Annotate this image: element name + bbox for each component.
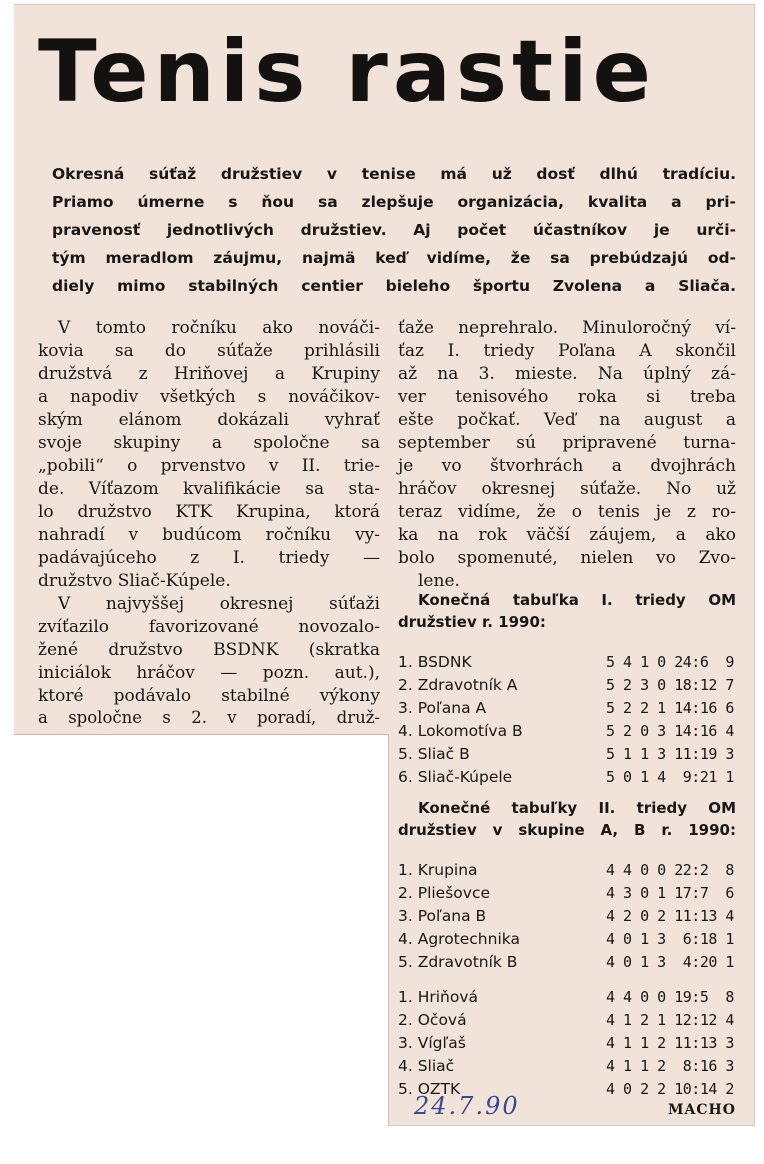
body-line: ver tenisového roka si treba xyxy=(398,387,736,407)
body-line: až na 3. mieste. Na úplný zá- xyxy=(398,364,736,384)
body-line: „pobili“ o prvenstvo v II. trie- xyxy=(38,456,380,476)
team-stats: 4 4 0 0 22:2 8 xyxy=(606,861,734,879)
body-line: družstvo Sliač-Kúpele. xyxy=(38,571,231,591)
table-row xyxy=(398,719,738,743)
team-name: 1. BSDNK xyxy=(398,653,472,671)
table-row xyxy=(398,985,738,1009)
table-row xyxy=(398,1008,738,1032)
table-row xyxy=(398,950,738,974)
table-row xyxy=(398,881,738,905)
team-name: 3. Poľana A xyxy=(398,699,487,717)
lead-line: Okresná súťaž družstiev v tenise má už dosť dlhú tradíciu. xyxy=(52,165,736,183)
team-name: 4. Agrotechnika xyxy=(398,930,520,948)
team-stats: 4 0 2 2 10:14 2 xyxy=(606,1080,734,1098)
clipping-cut-edge xyxy=(14,734,388,735)
table-row xyxy=(398,858,738,882)
table-row xyxy=(398,927,738,951)
body-line: a napodiv všetkých s nováčikov- xyxy=(38,387,380,407)
team-name: 5. OZTK xyxy=(398,1080,461,1098)
body-line: teraz vidíme, že o tenis je z ro- xyxy=(398,502,736,522)
lead-line: tým meradlom záujmu, najmä keď vidíme, že sa prebúdzajú od- xyxy=(52,249,736,267)
team-stats: 5 0 1 4 9:21 1 xyxy=(606,768,734,786)
team-stats: 4 3 0 1 17:7 6 xyxy=(606,884,734,902)
table-row xyxy=(398,765,738,789)
body-line: nahradí v budúcom ročníku vy- xyxy=(38,525,380,545)
table-heading: družstiev v skupine A, B r. 1990: xyxy=(398,821,736,839)
table-row xyxy=(398,1054,738,1078)
team-name: 4. Lokomotíva B xyxy=(398,722,523,740)
body-line: hráčov okresnej súťaže. No už xyxy=(398,479,736,499)
team-stats: 4 4 0 0 19:5 8 xyxy=(606,988,734,1006)
body-line: padávajúceho z I. triedy — xyxy=(38,548,380,568)
body-line: V najvyššej okresnej súťaži xyxy=(58,594,380,614)
team-name: 2. Očová xyxy=(398,1011,467,1029)
table-row xyxy=(398,650,738,674)
team-stats: 4 0 1 3 6:18 1 xyxy=(606,930,734,948)
team-name: 3. Vígľaš xyxy=(398,1034,466,1052)
body-line: svoje skupiny a spoločne sa xyxy=(38,433,380,453)
lead-line: Priamo úmerne s ňou sa zlepšuje organizácia, kvalita a pri- xyxy=(52,193,736,211)
table-row xyxy=(398,696,738,720)
team-stats: 4 1 1 2 11:13 3 xyxy=(606,1034,734,1052)
body-line: september sú pripravené turna- xyxy=(398,433,736,453)
body-line: je vo štvorhrách a dvojhrách xyxy=(398,456,736,476)
body-line: bolo spomenuté, nielen vo Zvo- xyxy=(398,548,736,568)
table-row xyxy=(398,1031,738,1055)
team-name: 1. Krupina xyxy=(398,861,478,879)
handwritten-date: 24.7.90 xyxy=(414,1092,520,1120)
body-line: de. Víťazom kvalifikácie sa sta- xyxy=(38,479,380,499)
body-line: lene. xyxy=(418,571,460,591)
team-name: 5. Zdravotník B xyxy=(398,953,518,971)
body-line: V tomto ročníku ako nováči- xyxy=(58,318,380,338)
body-line: ským elánom dokázali vyhrať xyxy=(38,410,380,430)
table-row xyxy=(398,673,738,697)
body-line: ťaže neprehralo. Minuloročný ví- xyxy=(398,318,736,338)
table-heading: Konečná tabuľka I. triedy OM xyxy=(418,591,736,609)
team-stats: 5 4 1 0 24:6 9 xyxy=(606,653,734,671)
table-row xyxy=(398,742,738,766)
team-name: 3. Poľana B xyxy=(398,907,487,925)
body-line: iniciálok hráčov — pozn. aut.), xyxy=(38,663,380,683)
clipping-cut-edge xyxy=(388,734,389,1126)
lead-line: diely mimo stabilných centier bieleho športu Zvolena a Sliača. xyxy=(52,277,736,295)
body-line: družstvá z Hriňovej a Krupiny xyxy=(38,364,380,384)
author-signature: MACHO xyxy=(668,1102,736,1118)
table-heading: Konečné tabuľky II. triedy OM xyxy=(418,799,736,817)
team-stats: 5 2 2 1 14:16 6 xyxy=(606,699,734,717)
table-row xyxy=(398,904,738,928)
team-stats: 4 1 1 2 8:16 3 xyxy=(606,1057,734,1075)
team-stats: 5 2 3 0 18:12 7 xyxy=(606,676,734,694)
team-name: 2. Pliešovce xyxy=(398,884,491,902)
body-line: ťaz I. triedy Poľana A skončil xyxy=(398,341,736,361)
body-line: zvíťazilo favorizované novozalo- xyxy=(38,617,380,637)
table-heading: družstiev r. 1990: xyxy=(398,613,546,631)
team-name: 6. Sliač-Kúpele xyxy=(398,768,513,786)
team-stats: 5 2 0 3 14:16 4 xyxy=(606,722,734,740)
article-title: Tenis rastie xyxy=(38,22,656,122)
team-stats: 5 1 1 3 11:19 3 xyxy=(606,745,734,763)
team-name: 5. Sliač B xyxy=(398,745,470,763)
body-line: ešte počkať. Veď na august a xyxy=(398,410,736,430)
body-line: a spoločne s 2. v poradí, druž- xyxy=(38,708,380,727)
team-name: 2. Zdravotník A xyxy=(398,676,518,694)
body-line: kovia sa do súťaže prihlásili xyxy=(38,341,380,361)
lead-line: pravenosť jednotlivých družstiev. Aj počet účastníkov je urči- xyxy=(52,221,736,239)
body-line: ka na rok väčší záujem, a ako xyxy=(398,525,736,545)
team-name: 1. Hriňová xyxy=(398,988,479,1006)
body-line: ktoré podávalo stabilné výkony xyxy=(38,686,380,706)
body-line: lo družstvo KTK Krupina, ktorá xyxy=(38,502,380,522)
body-line: žené družstvo BSDNK (skratka xyxy=(38,640,380,660)
team-stats: 4 2 0 2 11:13 4 xyxy=(606,907,734,925)
team-stats: 4 0 1 3 4:20 1 xyxy=(606,953,734,971)
team-stats: 4 1 2 1 12:12 4 xyxy=(606,1011,734,1029)
team-name: 4. Sliač xyxy=(398,1057,455,1075)
